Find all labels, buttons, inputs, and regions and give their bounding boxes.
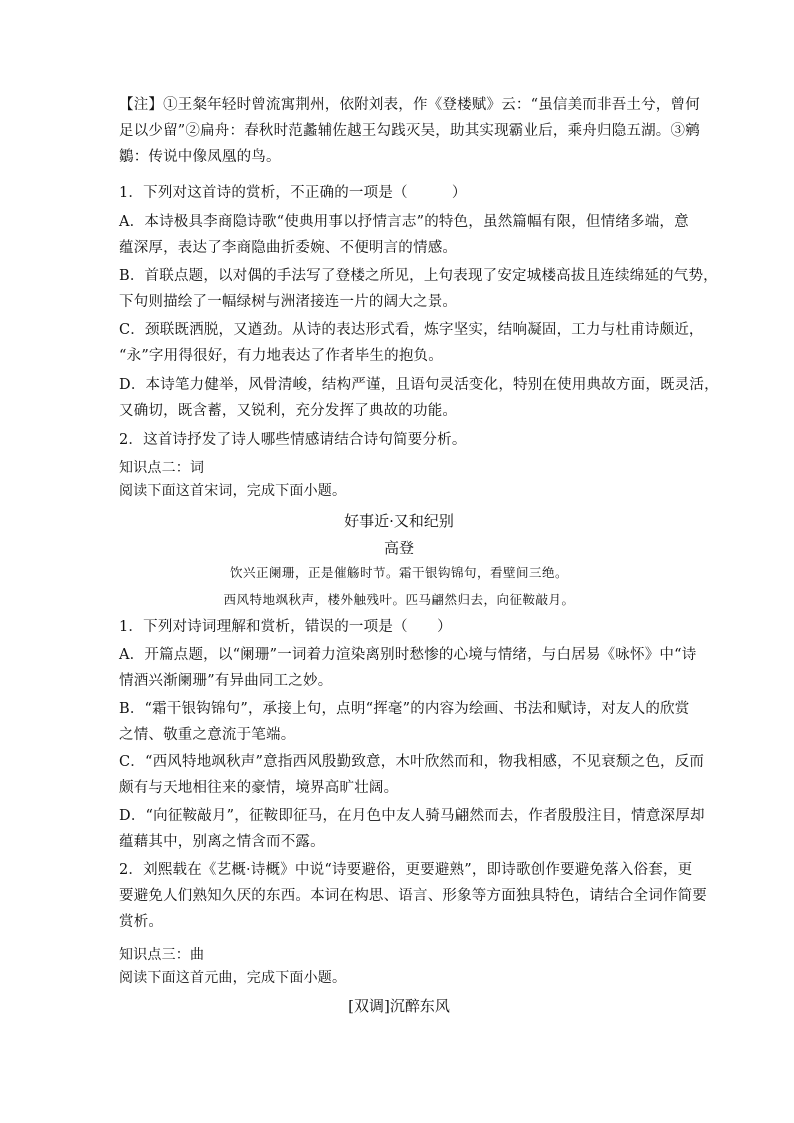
poem-title: 好事近·又和纪别	[344, 512, 454, 530]
section-2-option-b	[119, 696, 690, 748]
section-2-heading: 知识点二：词	[119, 460, 205, 476]
section-3-intro: 阅读下面这首元曲，完成下面小题。	[119, 970, 347, 986]
option-d	[119, 372, 719, 424]
poem-line-1: 饮兴正阑珊，正是催觞时节。霜干银钩锦句，看壁间三绝。	[229, 565, 568, 580]
section-2-intro: 阅读下面这首宋词，完成下面小题。	[119, 483, 347, 499]
option-b-line-1: B．首联点题，以对偶的手法写了登楼之所见，上句表现了安定城楼高拔且连续绵延的气势，	[119, 268, 718, 284]
qu-title: [双调]沉醉东风	[348, 997, 450, 1015]
option-b-line-2: 下句则描绘了一幅绿树与洲渚接连一片的阔大之景。	[119, 294, 458, 310]
note-line-1: 【注】①王粲年轻时曾流寓荆州，依附刘表，作《登楼赋》云：“虽信美而非吾土兮，曾何	[119, 97, 700, 113]
question-1: 1．下列对这首诗的赏析，不正确的一项是（ ）	[119, 185, 467, 201]
option-c-line-2: “永”字用得很好，有力地表达了作者毕生的抱负。	[119, 348, 443, 364]
option-d-line-2: 又确切，既含蓄，又锐利，充分发挥了典故的功能。	[119, 403, 458, 419]
poem-line-2: 西风特地飒秋声，楼外触残叶。匹马翩然归去，向征鞍敲月。	[223, 592, 575, 607]
section-2-option-c-line-1: C．“西风特地飒秋声”意指西风殷勤致意，木叶欣然而和，物我相感，不见衰颓之色，反而	[119, 754, 705, 770]
option-c	[119, 317, 704, 369]
section-2-option-a-line-2: 情酒兴渐阑珊”有异曲同工之妙。	[119, 673, 333, 689]
section-2-option-d-line-1: D．“向征鞍敲月”，征鞍即征马，在月色中友人骑马翩然而去，作者殷殷注目，情意深厚却	[119, 808, 705, 824]
section-2-option-d-line-2: 蕴藉其中，别离之情含而不露。	[119, 834, 325, 850]
poem-author: 高登	[383, 539, 414, 557]
note-line-2: 足以少留”②扁舟：春秋时范蠡辅佐越王勾践灭吴，助其实现霸业后，乘舟归隐五湖。③鹓	[119, 123, 700, 139]
section-2-option-d	[119, 803, 705, 855]
section-2-option-c-line-2: 颇有与天地相往来的豪情，境界高旷壮阔。	[119, 780, 399, 796]
section-2-option-b-line-1: B．“霜干银钩锦句”，承接上句，点明“挥毫”的内容为绘画、书法和赋诗，对友人的欣赏	[119, 701, 690, 717]
option-a-line-2: 蕴深厚，表达了李商隐曲折委婉、不便明言的情感。	[119, 240, 458, 256]
option-a-line-1: A．本诗极具李商隐诗歌“使典用事以抒情言志”的特色，虽然篇幅有限，但情绪多端，意	[119, 214, 689, 230]
option-a	[119, 209, 689, 261]
section-2-question-2-line-2: 要避免人们熟知久厌的东西。本词在构思、语言、形象等方面独具特色，请结合全词作简要	[119, 888, 707, 904]
note-paragraph	[119, 92, 700, 170]
section-2-question-2	[119, 857, 707, 935]
section-2-option-b-line-2: 之情、敬重之意流于笔端。	[119, 727, 296, 743]
section-3-heading: 知识点三：曲	[119, 947, 205, 963]
section-2-option-a	[119, 642, 697, 694]
option-b	[119, 263, 718, 315]
section-2-option-a-line-1: A．开篇点题，以“阑珊”一词着力渲染离别时愁惨的心境与情绪，与白居易《咏怀》中“诗	[119, 647, 697, 663]
question-2: 2．这首诗抒发了诗人哪些情感请结合诗句简要分析。	[119, 432, 467, 448]
note-line-3: 鶵：传说中像凤凰的鸟。	[119, 149, 281, 165]
section-2-question-2-line-3: 赏析。	[119, 914, 164, 930]
option-c-line-1: C．颈联既洒脱，又遒劲。从诗的表达形式看，炼字坚实，结响凝固，工力与杜甫诗颇近，	[119, 322, 704, 338]
section-2-option-c	[119, 749, 705, 801]
section-2-question-1: 1．下列对诗词理解和赏析，错误的一项是（ ）	[119, 619, 452, 635]
option-d-line-1: D．本诗笔力健举，风骨清峻，结构严谨，且语句灵活变化，特别在使用典故方面，既灵活，	[119, 377, 719, 393]
section-2-question-2-line-1: 2．刘熙载在《艺概·诗概》中说“诗要避俗，更要避熟”，即诗歌创作要避免落入俗套，更	[119, 862, 693, 878]
